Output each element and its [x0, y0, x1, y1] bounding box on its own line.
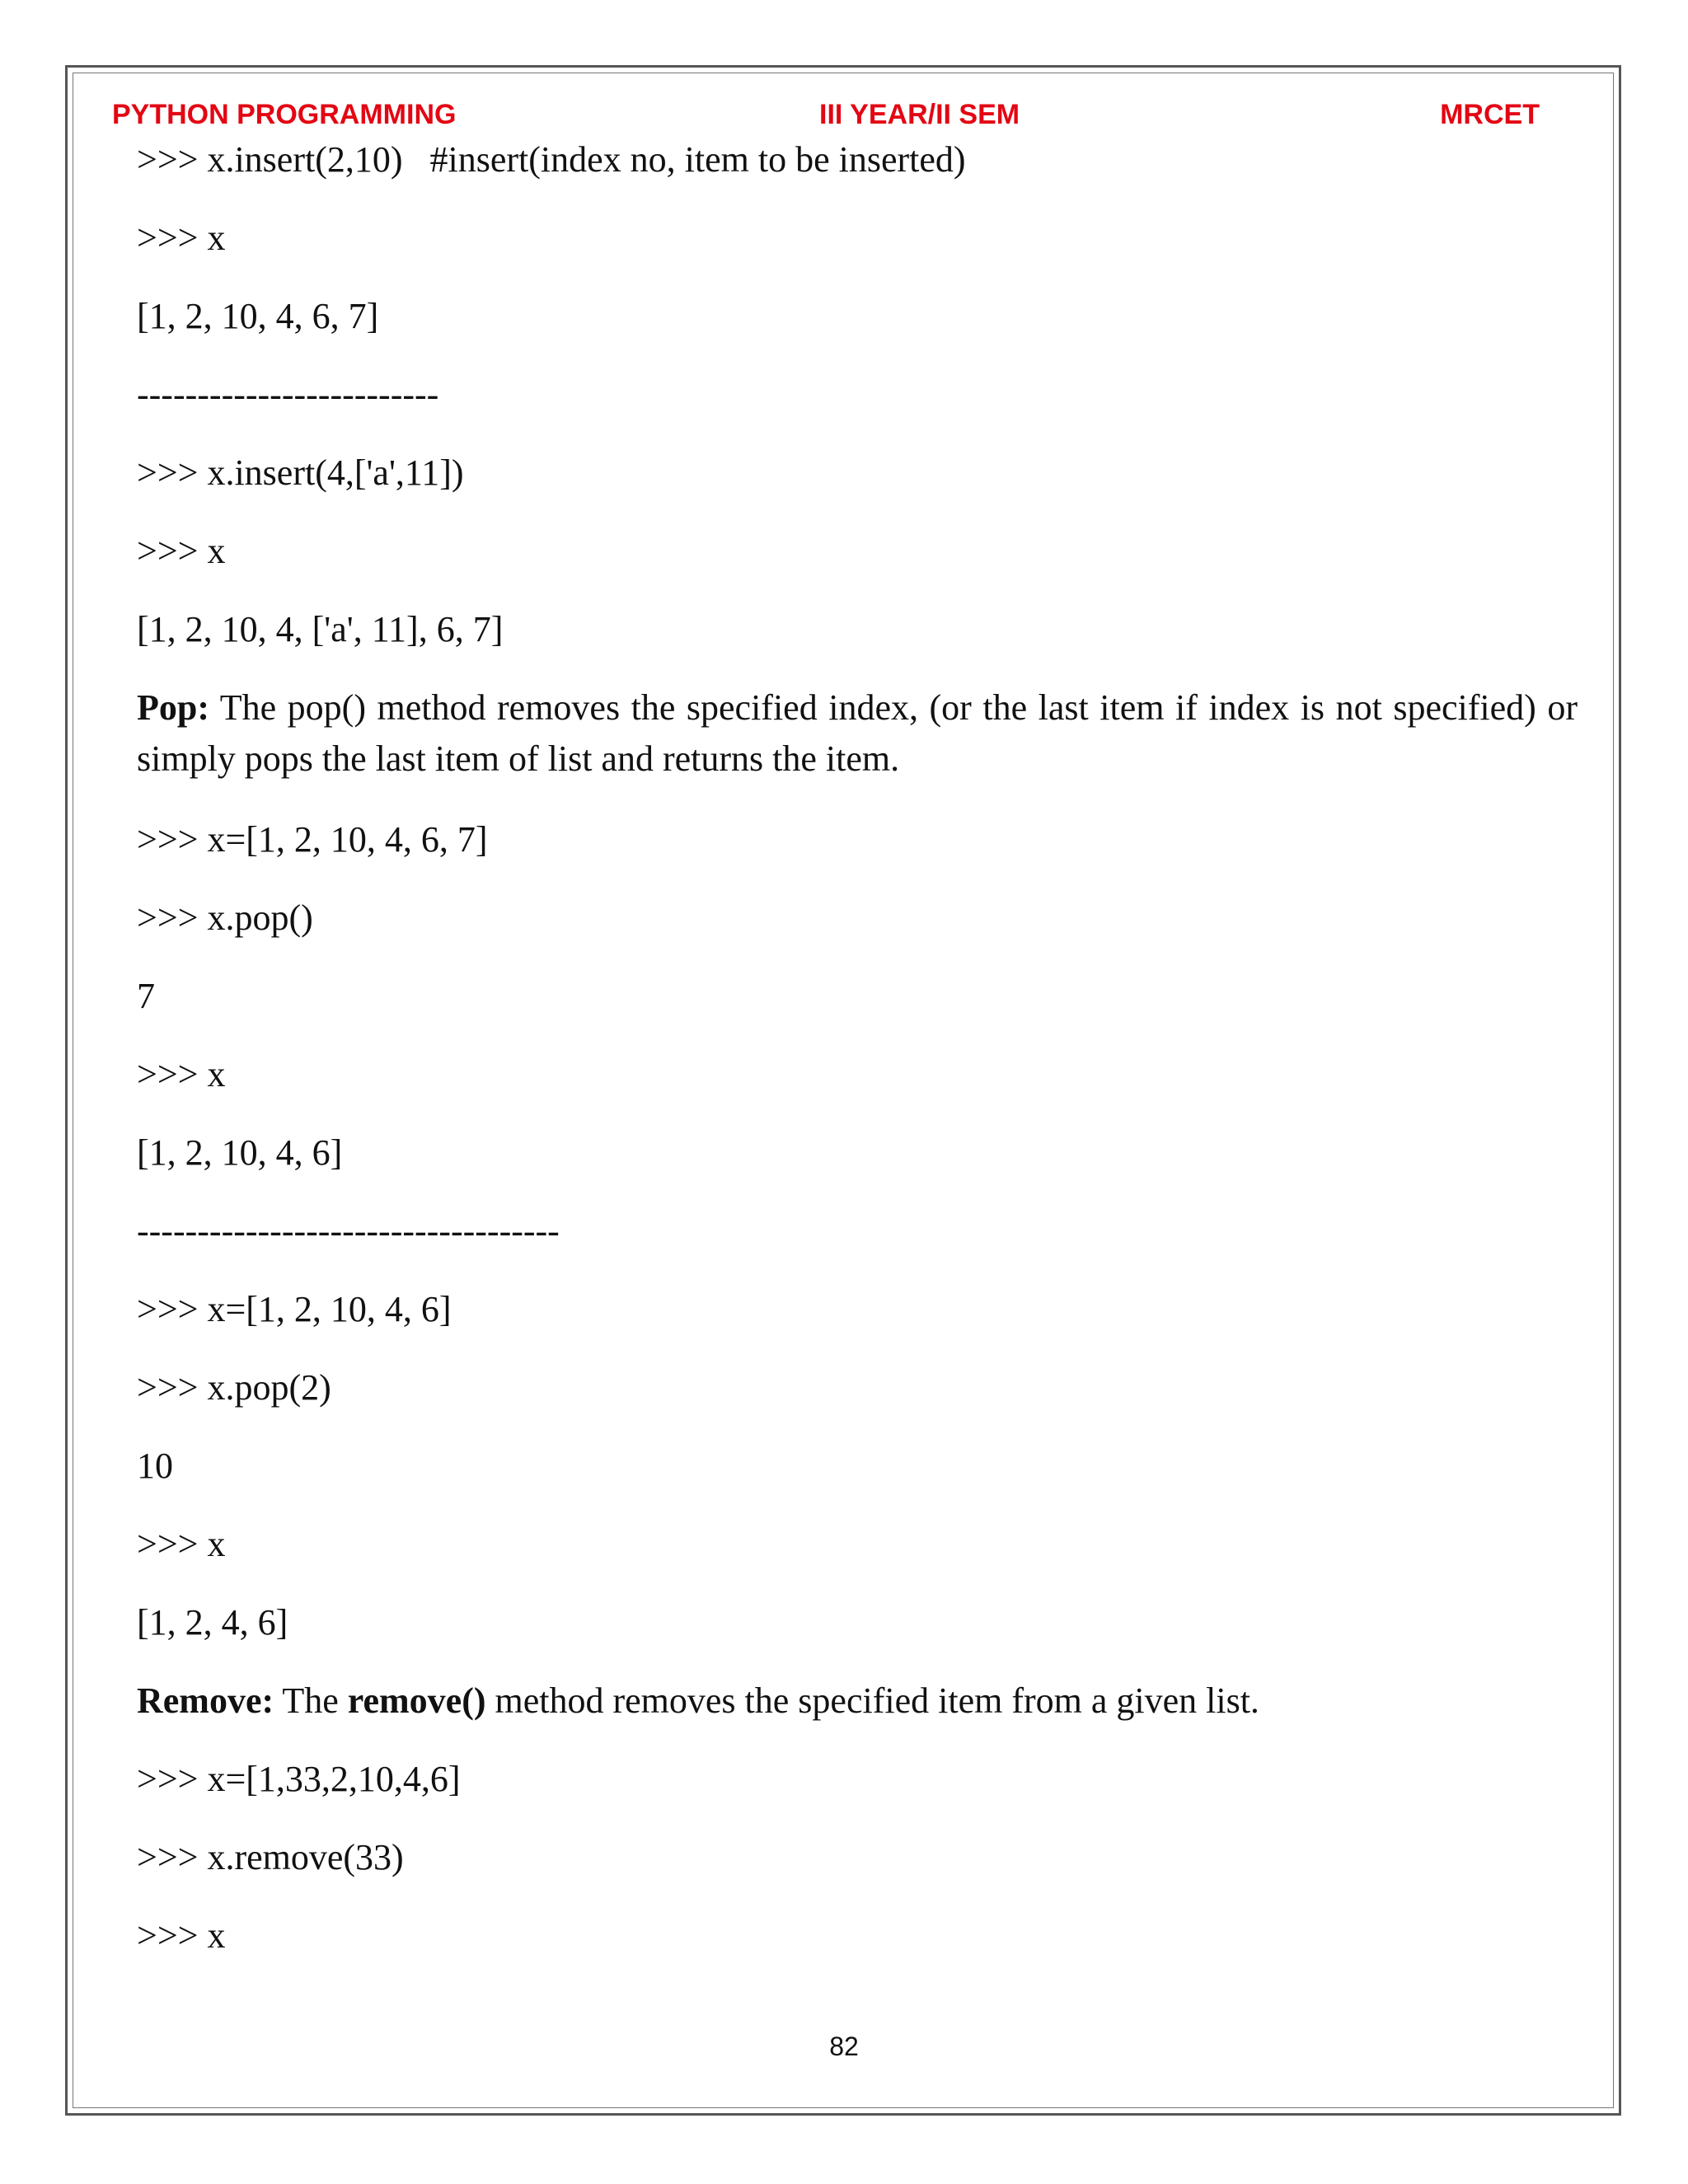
- page-number: 82: [829, 2032, 859, 2061]
- separator-line: -----------------------------------: [137, 1211, 560, 1251]
- pop-term: Pop:: [137, 687, 209, 728]
- code-line: >>> x: [137, 531, 226, 571]
- code-line: >>> x: [137, 1524, 226, 1564]
- remove-method-name: remove(): [347, 1680, 486, 1721]
- pop-text: The pop() method removes the specified index, (or the last item if index is not specified) or simply pops the last item of list and returns the item.: [137, 687, 1578, 779]
- header-institution: MRCET: [1440, 99, 1540, 130]
- code-line: >>> x=[1,33,2,10,4,6]: [137, 1759, 461, 1799]
- separator-line: -------------------------: [137, 374, 439, 415]
- code-line: >>> x=[1, 2, 10, 4, 6, 7]: [137, 819, 488, 860]
- code-line: >>> x.pop(): [137, 898, 313, 938]
- code-line: >>> x.insert(2,10) #insert(index no, item to be inserted): [137, 139, 966, 180]
- remove-text-before: The: [274, 1680, 348, 1721]
- output-line: [1, 2, 10, 4, 6]: [137, 1132, 343, 1173]
- remove-text-after: method removes the specified item from a given list.: [485, 1680, 1259, 1721]
- pop-description: [137, 682, 1578, 785]
- output-line: [1, 2, 10, 4, 6, 7]: [137, 296, 379, 336]
- code-line: >>> x.pop(2): [137, 1367, 331, 1408]
- output-line: [1, 2, 4, 6]: [137, 1602, 288, 1643]
- header-course-title: PYTHON PROGRAMMING: [112, 99, 457, 130]
- header-year-semester: III YEAR/II SEM: [819, 99, 1020, 130]
- code-line: >>> x: [137, 1054, 226, 1094]
- page-header: [112, 99, 1540, 140]
- code-line: >>> x: [137, 1915, 226, 1956]
- remove-description: [137, 1676, 1259, 1726]
- output-line: 10: [137, 1446, 173, 1486]
- output-line: [1, 2, 10, 4, ['a', 11], 6, 7]: [137, 609, 504, 649]
- code-line: >>> x=[1, 2, 10, 4, 6]: [137, 1289, 452, 1329]
- remove-term: Remove:: [137, 1680, 274, 1721]
- code-line: >>> x: [137, 218, 226, 258]
- output-line: 7: [137, 976, 155, 1016]
- code-line: >>> x.remove(33): [137, 1837, 404, 1877]
- code-line: >>> x.insert(4,['a',11]): [137, 452, 464, 493]
